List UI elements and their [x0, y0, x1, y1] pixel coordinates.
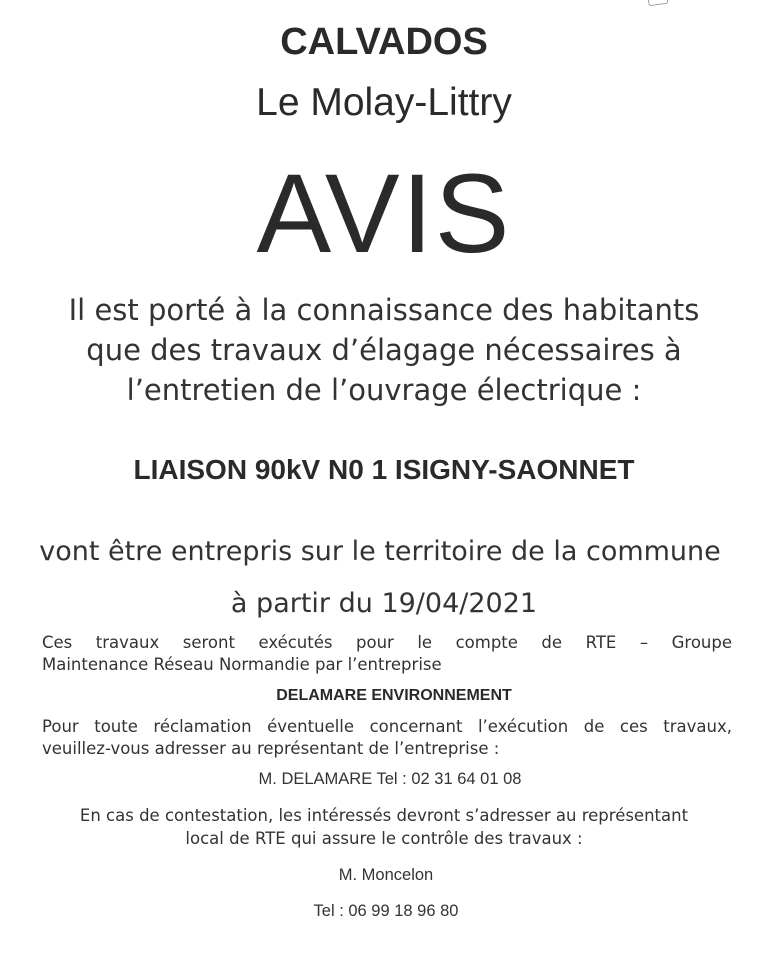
- intro-line: Il est porté à la connaissance des habitants: [68, 293, 700, 327]
- intro-line: que des travaux d’élagage nécessaires à: [86, 333, 682, 367]
- town-title: Le Molay-Littry: [256, 81, 512, 124]
- notice-heading: AVIS: [256, 151, 512, 276]
- company-name: DELAMARE ENVIRONNEMENT: [276, 687, 512, 704]
- paragraph-line: Pour toute réclamation éventuelle concernant l’exécution de ces travaux,: [42, 717, 732, 736]
- intro-paragraph: [0, 290, 768, 410]
- works-account-paragraph: [42, 632, 732, 676]
- claim-paragraph: [42, 716, 732, 760]
- paragraph-line: veuillez-vous adresser au représentant de l’entreprise :: [42, 739, 500, 758]
- paragraph-line: local de RTE qui assure le contrôle des travaux :: [185, 829, 583, 848]
- start-date: à partir du 19/04/2021: [230, 588, 538, 619]
- rte-representative: M. Moncelon: [338, 866, 434, 884]
- power-line-name: LIAISON 90kV N0 1 ISIGNY-SAONNET: [133, 454, 635, 485]
- territory-statement: vont être entrepris sur le territoire de la commune: [39, 536, 721, 567]
- intro-line: l’entretien de l’ouvrage électrique :: [126, 373, 642, 407]
- dispute-paragraph: [0, 804, 768, 850]
- scan-corner-mark: [647, 0, 668, 6]
- paragraph-line: En cas de contestation, les intéressés devront s’adresser au représentant: [79, 806, 689, 825]
- company-contact: M. DELAMARE Tel : 02 31 64 01 08: [258, 770, 522, 788]
- department-title: CALVADOS: [280, 21, 488, 63]
- paragraph-line: Ces travaux seront exécutés pour le compte de RTE – Groupe: [42, 633, 732, 652]
- paragraph-line: Maintenance Réseau Normandie par l’entreprise: [42, 655, 442, 674]
- rte-phone: Tel : 06 99 18 96 80: [313, 902, 459, 920]
